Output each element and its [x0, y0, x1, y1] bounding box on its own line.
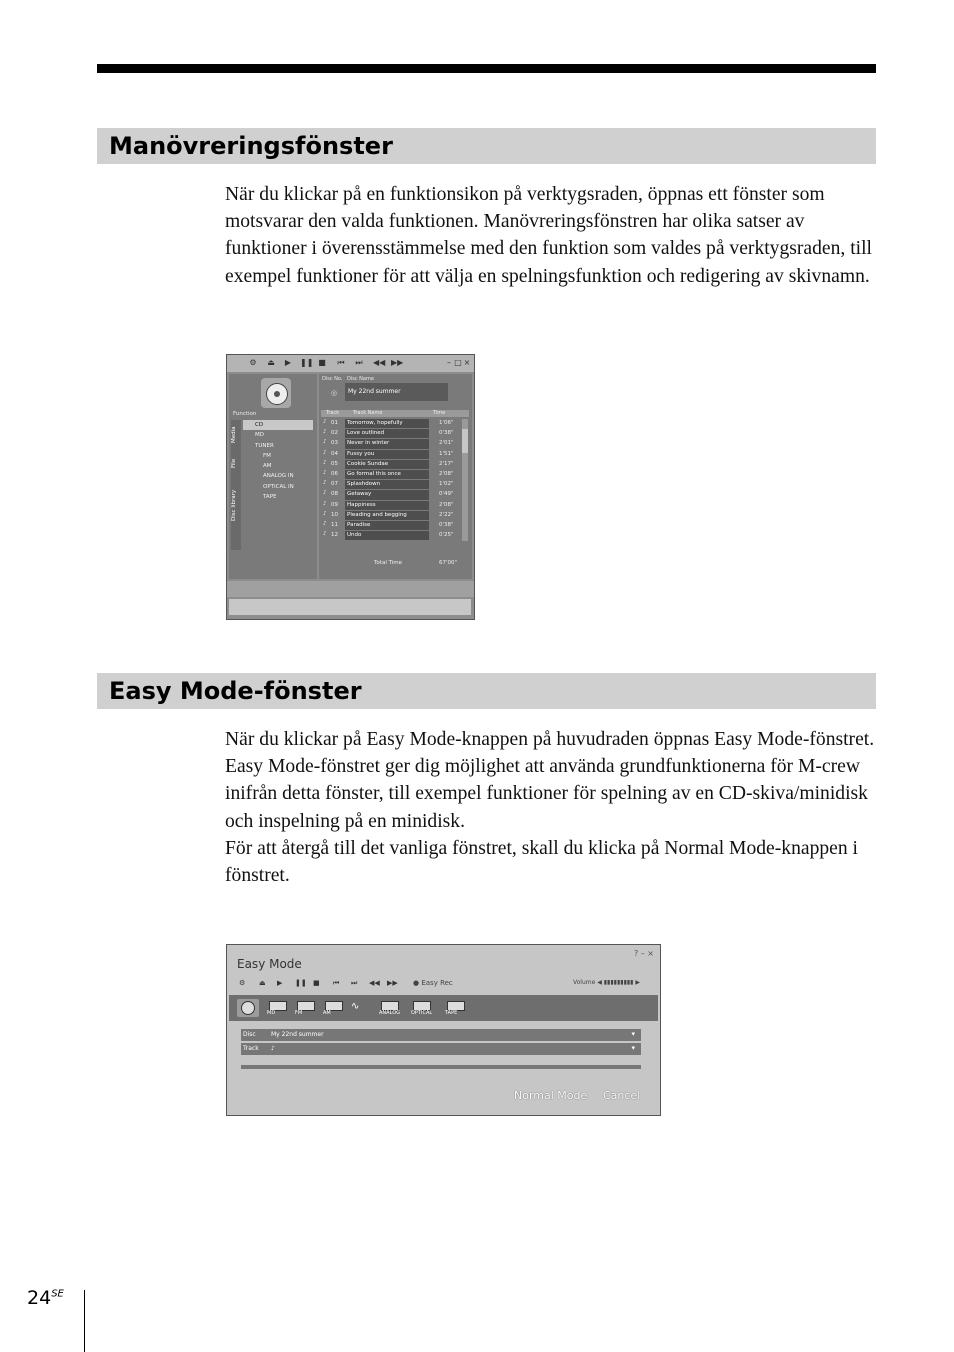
source-cd-button	[237, 999, 259, 1017]
track-list-header: Track Track Name Time	[321, 410, 469, 417]
disc-name-field: My 22nd summer	[345, 383, 448, 401]
track-name: Go formal this once	[345, 470, 429, 479]
note-icon: ♪	[323, 459, 327, 466]
track-time: 2'08"	[439, 470, 454, 477]
track-number: 07	[331, 481, 338, 488]
play-icon: ▶	[277, 979, 283, 987]
track-time: 1'06"	[439, 420, 454, 426]
track-time: 1'02"	[439, 481, 454, 488]
table-row	[321, 511, 461, 521]
function-label: Function	[233, 411, 257, 417]
function-item: TAPE	[263, 494, 277, 501]
cancel-button: Cancel	[603, 1089, 641, 1102]
track-name: Getaway	[345, 490, 429, 499]
scroll-thumb	[462, 429, 468, 453]
track-number: 10	[331, 511, 338, 518]
track-name: Fussy you	[345, 450, 429, 459]
track-time: 2'22"	[439, 511, 454, 518]
rewind-icon: ◀◀	[373, 358, 386, 367]
chevron-down-icon: ▾	[631, 1030, 635, 1038]
section-heading-bar	[97, 673, 876, 709]
toolbar	[227, 355, 474, 372]
track-time: 0'49"	[439, 491, 454, 498]
normal-mode-button: Normal Mode	[514, 1089, 588, 1102]
table-row	[321, 531, 461, 541]
track-number: 06	[331, 470, 338, 477]
track-time: 0'38"	[439, 430, 454, 437]
track-name: Happiness	[345, 501, 429, 510]
track-name: Paradise	[345, 521, 429, 530]
eject-icon: ⏏	[259, 979, 266, 987]
note-icon: ♪	[323, 510, 327, 517]
status-bar	[229, 599, 471, 615]
vertical-tabs	[231, 420, 241, 550]
table-row	[321, 490, 461, 500]
track-panel	[319, 374, 472, 579]
chevron-down-icon: ▾	[631, 1044, 635, 1052]
note-icon: ♪	[323, 520, 327, 527]
tab-disc-library: Disc library	[231, 489, 237, 521]
note-icon: ♪	[271, 1045, 275, 1052]
tab-file: File	[231, 458, 237, 468]
total-time-label: Total Time	[374, 560, 403, 566]
stop-icon: ■	[318, 358, 326, 367]
prev-track-icon: ⏮	[333, 979, 340, 987]
table-row	[321, 501, 461, 511]
disc-name-label: Disc Name	[347, 376, 374, 382]
rewind-icon: ◀◀	[369, 979, 380, 987]
fast-forward-icon: ▶▶	[391, 358, 404, 367]
track-number: 01	[331, 420, 338, 426]
maximize-icon: □	[454, 358, 462, 367]
function-list	[243, 420, 313, 552]
function-item: FM	[263, 452, 271, 459]
source-wave-button	[351, 999, 373, 1017]
page-number: $24^{SE}$	[27, 1287, 64, 1309]
function-item: AM	[263, 463, 272, 470]
next-track-icon: ⏭	[351, 979, 358, 987]
track-number: 12	[331, 532, 338, 539]
easy-mode-window-screenshot	[226, 944, 661, 1116]
track-number: 04	[331, 450, 338, 457]
source-tape-button: TAPE	[445, 999, 467, 1017]
stop-icon: ■	[313, 979, 320, 987]
cd-icon: ◎	[331, 389, 338, 397]
note-icon: ♪	[323, 500, 327, 507]
source-optical-button: OPTICAL	[411, 999, 433, 1017]
pause-icon: ❚❚	[295, 979, 307, 987]
minimize-icon: –	[447, 358, 451, 367]
disc-image	[261, 378, 291, 408]
track-name: Pleading and begging	[345, 511, 429, 520]
fast-forward-icon: ▶▶	[387, 979, 398, 987]
source-md-button: MD	[267, 999, 289, 1017]
control-bar	[235, 977, 655, 989]
footer-rule	[84, 1290, 85, 1352]
table-row	[321, 470, 461, 480]
track-time: 2'08"	[439, 501, 454, 508]
play-icon: ▶	[284, 358, 292, 367]
note-icon: ♪	[323, 469, 327, 476]
table-row	[321, 419, 461, 429]
track-name: Splashdown	[345, 480, 429, 489]
track-name: Tomorrow, hopefully	[345, 419, 429, 428]
track-number: 03	[331, 440, 338, 447]
note-icon: ♪	[323, 490, 327, 497]
window-title: Easy Mode	[237, 957, 302, 971]
track-name: Never in winter	[345, 439, 429, 448]
note-icon: ♪	[323, 480, 327, 487]
track-name: Cookie Sundae	[345, 460, 429, 469]
note-icon: ♪	[323, 429, 327, 436]
easy-rec-button: ● Easy Rec	[413, 979, 453, 987]
eject-icon: ⏏	[267, 358, 275, 367]
source-bar	[229, 995, 658, 1021]
table-row	[321, 439, 461, 449]
table-row	[321, 460, 461, 470]
source-am-button: AM	[323, 999, 345, 1017]
volume-slider: Volume ◀ ▮▮▮▮▮▮▮▮▮ ▶	[573, 979, 640, 986]
note-icon: ♪	[323, 449, 327, 456]
disc-select: Disc My 22nd summer ▾	[241, 1029, 641, 1041]
function-item: ANALOG IN	[263, 473, 294, 480]
table-row	[321, 450, 461, 460]
wave-icon: ∿	[351, 1001, 360, 1012]
window-controls: ? – ×	[633, 949, 654, 958]
total-time-value: 67'00"	[439, 560, 458, 566]
function-item: OPTICAL IN	[263, 483, 294, 490]
source-analog-button: ANALOG	[379, 999, 401, 1017]
track-time: 0'25"	[439, 532, 454, 539]
top-rule	[97, 64, 876, 73]
section-paragraph: När du klickar på en funktionsikon på verktygsraden, öppnas ett fönster som motsvarar den valda funktionen. Manövreringsfönstren har olika satser av funktioner i överensstämmelse med den funktion som valdes på verktygsraden, till exempel funktioner för att välja en spelningsfunktion och redigering av skivnamn.	[225, 184, 872, 287]
track-number: 09	[331, 501, 338, 508]
function-item: CD	[243, 420, 313, 430]
table-row	[321, 429, 461, 439]
disc-no-label: Disc No.	[322, 376, 343, 382]
track-number: 02	[331, 430, 338, 437]
note-icon: ♪	[323, 531, 327, 538]
pause-icon: ❚❚	[300, 358, 314, 367]
tab-media: Media	[231, 426, 237, 444]
prev-track-icon: ⏮	[337, 358, 345, 367]
track-number: 05	[331, 460, 338, 467]
function-item: MD	[255, 432, 264, 439]
section-heading-bar	[97, 128, 876, 164]
track-time: 2'01"	[439, 440, 454, 447]
track-name: Love outlined	[345, 429, 429, 438]
cd-icon	[266, 383, 288, 405]
track-time: 0'38"	[439, 521, 454, 528]
operation-window-screenshot	[226, 354, 475, 620]
function-panel	[229, 374, 317, 579]
track-time: 1'51"	[439, 450, 454, 457]
note-icon: ♪	[323, 439, 327, 446]
close-icon: ×	[463, 358, 471, 367]
track-list	[321, 419, 461, 541]
section-paragraph: När du klickar på Easy Mode-knappen på huvudraden öppnas Easy Mode-fönstret. Easy Mode-fönstret ger dig möjlighet att använda grundfunktionerna för M-crew inifrån detta fönster, till exempel funktioner för spelning av en CD-skiva/minidisk och inspelning på en minidisk. För att återgå till det vanliga fönstret, skall du klicka på Normal Mode-knappen i fönstret.	[225, 729, 875, 887]
track-name: Undo	[345, 531, 429, 540]
gear-icon: ⚙	[239, 979, 246, 987]
note-icon: ♪	[323, 419, 327, 425]
table-row	[321, 521, 461, 531]
scrollbar	[462, 419, 468, 541]
table-row	[321, 480, 461, 490]
track-number: 11	[331, 521, 338, 528]
bottom-toolbar	[227, 581, 474, 597]
gear-icon: ⚙	[249, 358, 257, 367]
track-time: 2'17"	[439, 460, 454, 467]
section-heading: Manövreringsfönster	[109, 132, 393, 160]
source-fm-button: FM	[295, 999, 317, 1017]
next-track-icon: ⏭	[355, 358, 363, 367]
section-heading: Easy Mode-fönster	[109, 677, 362, 705]
track-select: Track ♪ ▾	[241, 1043, 641, 1055]
cd-icon	[241, 1001, 255, 1015]
progress-bar	[241, 1065, 641, 1069]
track-number: 08	[331, 491, 338, 498]
function-item: TUNER	[255, 442, 274, 449]
